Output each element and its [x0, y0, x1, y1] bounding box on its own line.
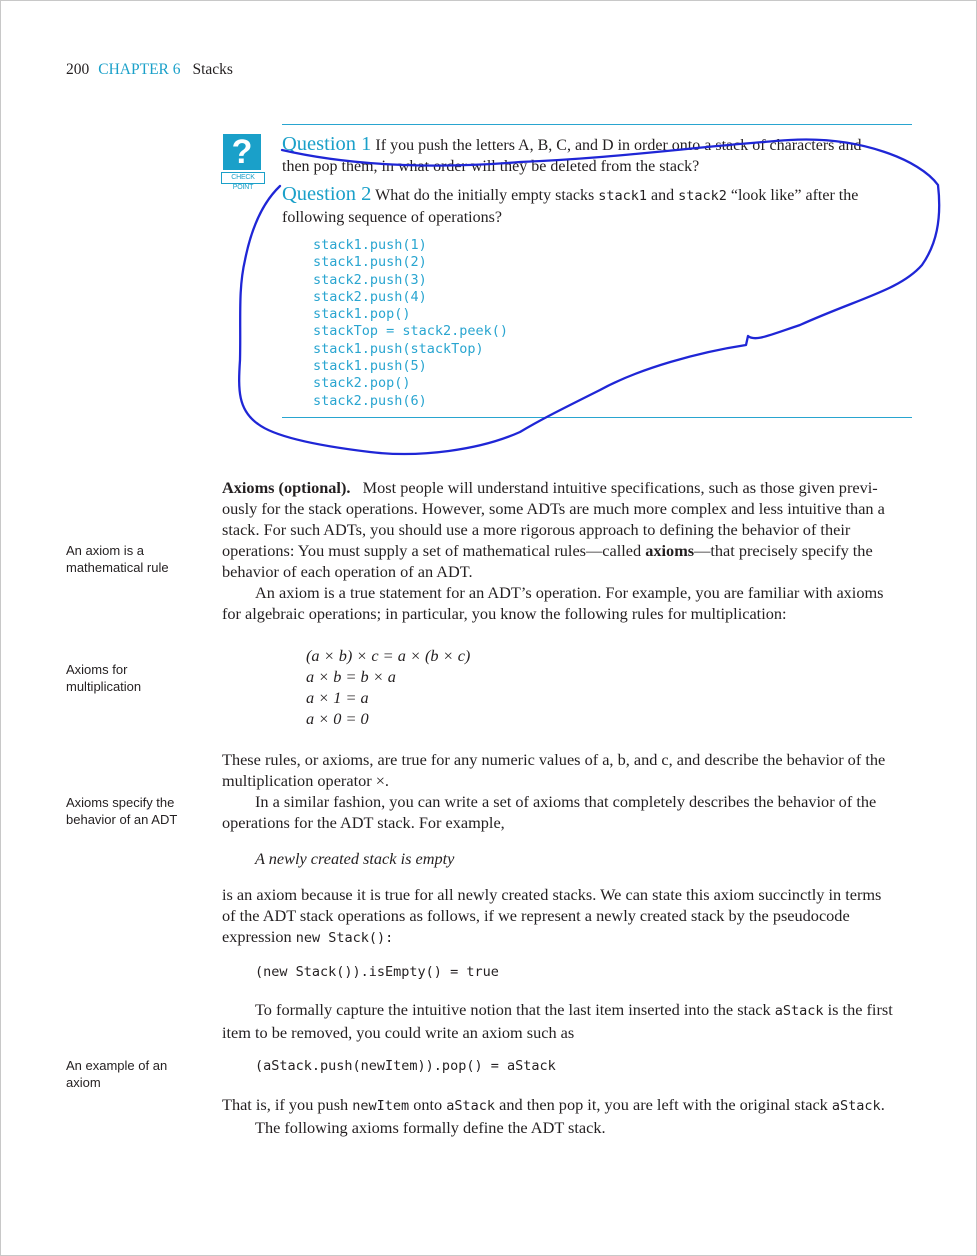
- question-2-stack1: stack1: [598, 188, 647, 204]
- question-1-line2: then pop them, in what order will they be deleted from the stack?: [282, 158, 700, 175]
- paragraph-axioms: [222, 477, 912, 624]
- inline-code: newItem: [352, 1098, 410, 1114]
- question-2-line2: following sequence of operations?: [282, 209, 502, 226]
- text-line: for algebraic operations; in particular, you know the following rules for multiplication:: [222, 604, 787, 623]
- math-line: a × b = b × a: [306, 667, 396, 686]
- code-line: stack1.push(5): [313, 358, 427, 375]
- margin-note-line: An axiom is a: [66, 543, 145, 558]
- inline-code: new Stack():: [295, 930, 394, 946]
- code-line: stackTop = stack2.peek(): [313, 323, 509, 340]
- annotation-loop: [239, 140, 939, 454]
- code-push-pop: (aStack.push(newItem)).pop() = aStack: [255, 1058, 556, 1074]
- question-1-line1: If you push the letters A, B, C, and D in order onto a stack of characters and: [375, 137, 862, 154]
- text-line: Most people will understand intuitive specifications, such as those given previ-: [362, 478, 878, 497]
- margin-note-axioms-mult: [66, 661, 206, 695]
- code-line: stack2.push(3): [313, 271, 427, 288]
- text-line: An axiom is a true statement for an ADT’s operation. For example, you are familiar with axioms: [255, 583, 884, 602]
- paragraph-formal: [222, 999, 912, 1043]
- text-line: In a similar fashion, you can write a set of axioms that completely describes the behavior of the: [255, 792, 877, 811]
- text-line: behavior of each operation of an ADT.: [222, 562, 473, 581]
- chapter-title: Stacks: [192, 61, 233, 78]
- margin-note-axiom-rule: [66, 542, 206, 576]
- code-line: stack2.pop(): [313, 375, 411, 392]
- question-2-stack2: stack2: [678, 188, 727, 204]
- margin-note-example: [66, 1057, 206, 1091]
- margin-note-line: Axioms for: [66, 662, 128, 677]
- text-line: stack. For such ADTs, you should use a more rigorous approach to defining the behavior of their: [222, 520, 851, 539]
- section-heading: Axioms (optional).: [222, 478, 351, 497]
- code-line: stack2.push(4): [313, 288, 427, 305]
- inline-code: aStack: [774, 1003, 824, 1019]
- margin-note-line: An example of an: [66, 1058, 168, 1073]
- text-line: That is, if you push: [222, 1095, 349, 1114]
- checkpoint-label: CHECK POINT: [221, 172, 265, 184]
- paragraph-new-stack: [222, 884, 912, 949]
- term-axioms: axioms: [645, 541, 695, 560]
- text-line: and then pop it, you are left with the original stack: [499, 1095, 828, 1114]
- margin-note-line: axiom: [66, 1075, 101, 1090]
- text-line: of the ADT stack operations as follows, if we represent a newly created stack by the pseudocode: [222, 906, 850, 925]
- inline-code: aStack: [831, 1098, 881, 1114]
- chapter-label: CHAPTER 6: [98, 61, 181, 78]
- text-line: expression: [222, 927, 292, 946]
- code-line: stack1.push(1): [313, 237, 427, 253]
- question-2-text-a: What do the initially empty stacks: [375, 187, 595, 204]
- text-line: item to be removed, you could write an axiom such as: [222, 1023, 575, 1042]
- text-line: —that precisely specify the: [694, 541, 873, 560]
- text-line: is an axiom because it is true for all newly created stacks. We can state this axiom succinctly in terms: [222, 885, 882, 904]
- text-line: operations for the ADT stack. For example,: [222, 813, 505, 832]
- page-number: 200: [66, 61, 90, 78]
- margin-note-line: multiplication: [66, 679, 142, 694]
- text-line: onto: [413, 1095, 443, 1114]
- question-1-label: Question 1: [282, 133, 372, 155]
- math-line: a × 1 = a: [306, 688, 369, 707]
- question-mark-icon: ?: [223, 134, 261, 170]
- question-2-text-e: “look like” after the: [730, 187, 859, 204]
- text-line: is the first: [827, 1000, 893, 1019]
- question-2-text-c: and: [650, 187, 675, 204]
- margin-note-axioms-adt: [66, 794, 206, 828]
- margin-note-line: Axioms specify the: [66, 795, 175, 810]
- code-line: stack1.pop(): [313, 306, 411, 323]
- code-line: stack1.push(stackTop): [313, 340, 484, 357]
- paragraph-rules: [222, 749, 912, 833]
- text-line: The following axioms formally define the ADT stack.: [255, 1118, 606, 1137]
- margin-note-line: behavior of an ADT: [66, 812, 178, 827]
- paragraph-conclusion: [222, 1094, 922, 1138]
- text-line: .: [880, 1095, 885, 1114]
- text-line: operations: You must supply a set of mathematical rules—called: [222, 541, 642, 560]
- code-is-empty: (new Stack()).isEmpty() = true: [255, 964, 499, 980]
- text-line: These rules, or axioms, are true for any numeric values of a, b, and c, and describe the behavior of the: [222, 750, 886, 769]
- text-line: multiplication operator ×.: [222, 771, 389, 790]
- question-2-label: Question 2: [282, 183, 372, 205]
- multiplication-axioms: [306, 645, 470, 729]
- code-line: stack2.push(6): [313, 392, 427, 409]
- text-line: To formally capture the intuitive notion that the last item inserted into the stack: [255, 1000, 771, 1019]
- inline-code: aStack: [446, 1098, 496, 1114]
- code-line: stack1.push(2): [313, 254, 427, 271]
- example-axiom-text: A newly created stack is empty: [255, 849, 455, 868]
- text-line: ously for the stack operations. However, some ADTs are much more complex and less intuitive than a: [222, 499, 885, 518]
- math-line: (a × b) × c = a × (b × c): [306, 646, 471, 665]
- math-line: a × 0 = 0: [306, 709, 369, 728]
- margin-note-line: mathematical rule: [66, 560, 169, 575]
